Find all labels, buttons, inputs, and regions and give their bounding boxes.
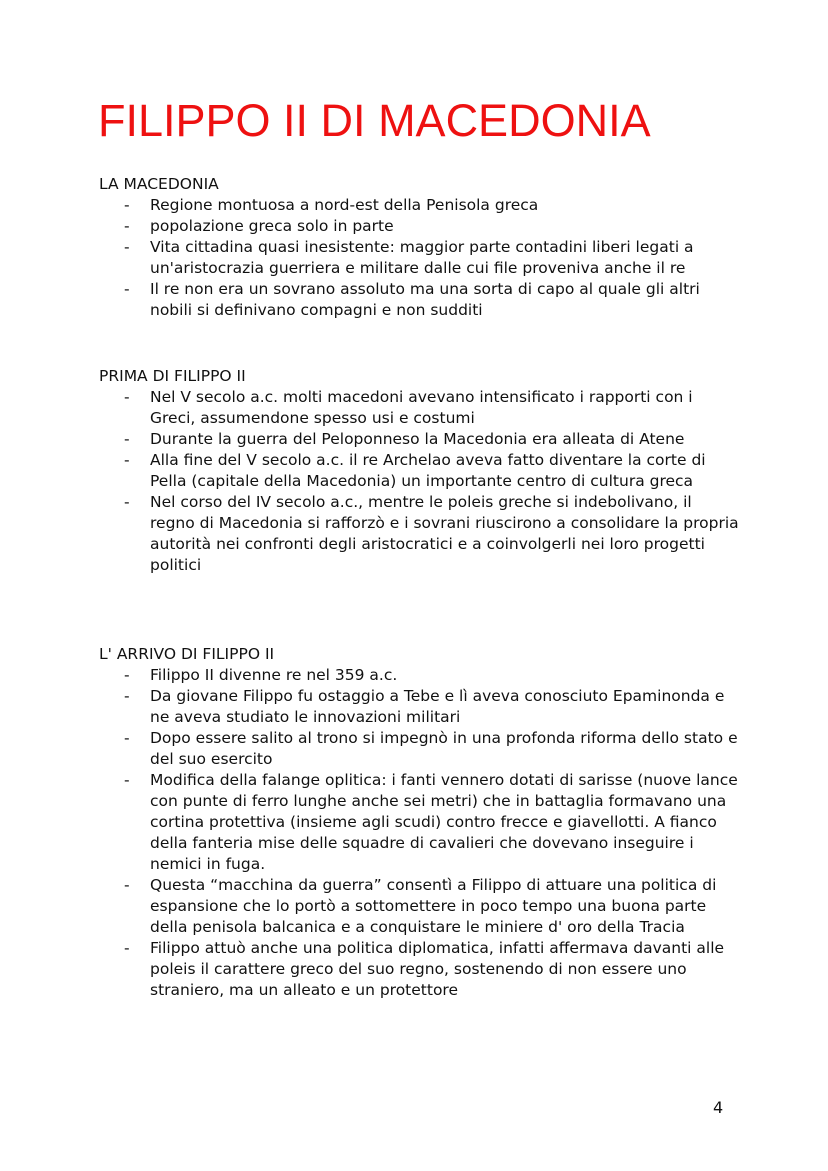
bullet-dash: - [124, 196, 130, 214]
section-heading-arrivo-di-filippo: L' ARRIVO DI FILIPPO II [99, 645, 275, 663]
list-item-text: Regione montuosa a nord-est della Penisola greca [150, 196, 539, 214]
bullet-dash: - [124, 729, 130, 747]
list-item [99, 216, 739, 237]
list-item-text: Nel V secolo a.c. molti macedoni avevano intensificato i rapporti con i Greci, assumendone spesso usi e costumi [150, 388, 693, 427]
bullet-list-arrivo-di-filippo [99, 665, 739, 1001]
list-item [99, 875, 739, 938]
list-item-text: popolazione greca solo in parte [150, 217, 394, 235]
list-item-text: Vita cittadina quasi inesistente: maggior parte contadini liberi legati a un'aristocrazia guerriera e militare dalle cui file proveniva anche il re [150, 238, 694, 277]
page-number: 4 [713, 1098, 724, 1117]
list-item-text: Questa “macchina da guerra” consentì a Filippo di attuare una politica di espansione che lo portò a sottomettere in poco tempo una buona parte della penisola balcanica e a conquistare le miniere d' oro della Tracia [150, 876, 717, 936]
bullet-dash: - [124, 238, 130, 256]
list-item [99, 686, 739, 728]
bullet-dash: - [124, 388, 130, 406]
list-item-text: Durante la guerra del Peloponneso la Macedonia era alleata di Atene [150, 430, 685, 448]
bullet-dash: - [124, 493, 130, 511]
list-item [99, 237, 739, 279]
list-item [99, 429, 739, 450]
bullet-dash: - [124, 280, 130, 298]
list-item-text: Da giovane Filippo fu ostaggio a Tebe e lì aveva conosciuto Epaminonda e ne aveva studiato le innovazioni militari [150, 687, 725, 726]
list-item-text: Filippo attuò anche una politica diplomatica, infatti affermava davanti alle poleis il carattere greco del suo regno, sostenendo di non essere uno straniero, ma un alleato e un protettore [150, 939, 725, 999]
section-heading-la-macedonia: LA MACEDONIA [99, 175, 219, 193]
list-item [99, 492, 739, 576]
bullet-dash: - [124, 430, 130, 448]
section-heading-prima-di-filippo: PRIMA DI FILIPPO II [99, 367, 246, 385]
list-item-text: Filippo II divenne re nel 359 a.c. [150, 666, 398, 684]
bullet-list-la-macedonia [99, 195, 739, 321]
list-item-text: Nel corso del IV secolo a.c., mentre le poleis greche si indebolivano, il regno di Macedonia si rafforzò e i sovrani riuscirono a consolidare la propria autorità nei confronti degli aristocratici e a coinvolgerli nei loro progetti politici [150, 493, 739, 574]
list-item [99, 195, 739, 216]
page-title: FILIPPO II DI MACEDONIA [98, 95, 651, 146]
bullet-dash: - [124, 217, 130, 235]
bullet-dash: - [124, 939, 130, 957]
list-item-text: Alla fine del V secolo a.c. il re Archelao aveva fatto diventare la corte di Pella (capitale della Macedonia) un importante centro di cultura greca [150, 451, 706, 490]
list-item [99, 387, 739, 429]
bullet-dash: - [124, 666, 130, 684]
list-item [99, 728, 739, 770]
list-item-text: Il re non era un sovrano assoluto ma una sorta di capo al quale gli altri nobili si definivano compagni e non sudditi [150, 280, 700, 319]
bullet-dash: - [124, 451, 130, 469]
bullet-dash: - [124, 771, 130, 789]
list-item [99, 665, 739, 686]
bullet-list-prima-di-filippo [99, 387, 739, 576]
list-item [99, 938, 739, 1001]
list-item [99, 450, 739, 492]
list-item [99, 770, 739, 875]
list-item-text: Dopo essere salito al trono si impegnò in una profonda riforma dello stato e del suo esercito [150, 729, 738, 768]
bullet-dash: - [124, 687, 130, 705]
bullet-dash: - [124, 876, 130, 894]
list-item-text: Modifica della falange oplitica: i fanti vennero dotati di sarisse (nuove lance con punte di ferro lunghe anche sei metri) che in battaglia formavano una cortina protettiva (insieme agli scudi) contro frecce e giavellotti. A fianco della fanteria mise delle squadre di cavalieri che dovevano inseguire i nemici in fuga. [150, 771, 738, 873]
list-item [99, 279, 739, 321]
